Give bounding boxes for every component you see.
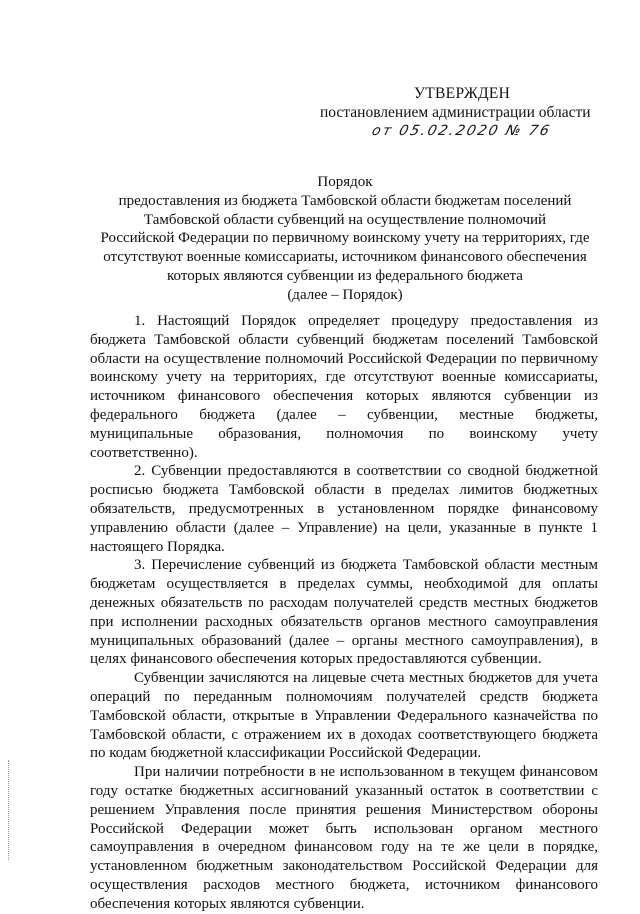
title-line: Тамбовской области субвенций на осуществление полномочий (143, 211, 547, 228)
paragraph-1: 1. Настоящий Порядок определяет процедуру предоставления из бюджета Тамбовской области субвенций бюджетам поселений Тамбовской области на осуществление полномочий Российской Федерации по первичному воинскому учету на территориях, где отсутствуют военные комиссариаты, источником финансового обеспечения которых являются субвенции из федерального бюджета (далее – субвенции, местные бюджеты, муниципальные образования, полномочия по воинскому учету соответственно). (90, 313, 598, 461)
title-line: Порядок (317, 174, 373, 190)
paragraph-2: 2. Субвенции предоставляются в соответствии со сводной бюджетной росписью бюджета Тамбовской области в пределах лимитов бюджетных обязательств, предусмотренных в установленном порядке финансовому управлению области (далее – Управление) на цели, указанные в пункте 1 настоящего Порядка. (90, 463, 598, 555)
handwritten-date-number: от 05.02.2020 № 76 (370, 123, 553, 139)
title-line: отсутствуют военные комиссариаты, источником финансового обеспечения (103, 249, 587, 266)
title-line: Российской Федерации по первичному воинскому учету на территориях, где (100, 230, 590, 247)
paragraph-3: 3. Перечисление субвенций из бюджета Тамбовской области местным бюджетам осуществляется в пределах суммы, необходимой для оплаты денежных обязательств по расходам получателей средств местных бюджетов при исполнении расходных обязательств органов местного самоуправления муниципальных образований (далее – органы местного самоуправления), в целях финансового обеспечения которых предоставляются субвенции. (90, 557, 598, 668)
paragraph-3-remainder: При наличии потребности в не использованном в текущем финансовом году остатке бюджетных ассигнований указанный остаток в соответствии с решением Управления после принятия решения Министерством обороны Российской Федерации может быть использован органом местного самоуправления в очередном финансовом году на те же цели в порядке, установленном бюджетным законодательством Российской Федерации для осуществления расходов местного бюджета, источником финансового обеспечения которых являются субвенции. (90, 764, 598, 912)
paragraph-3-continued: Субвенции зачисляются на лицевые счета местных бюджетов для учета операций по переданным полномочиям получателей средств бюджета Тамбовской области, открытые в Управлении Федерального казначейства по Тамбовской области, с отражением их в доходах соответствующего бюджета по кодам бюджетной классификации Российской Федерации. (90, 670, 598, 762)
document-body (90, 312, 598, 914)
title-line: которых являются субвенции из федерального бюджета (167, 267, 523, 284)
title-line: предоставления из бюджета Тамбовской области бюджетам поселений (118, 192, 572, 209)
approval-word: УТВЕРЖДЕН (414, 85, 511, 102)
document-title (100, 173, 590, 305)
approval-by: постановлением администрации области (320, 104, 591, 121)
scan-margin-mark (8, 760, 11, 860)
title-line: (далее – Порядок) (287, 286, 403, 303)
approval-stamp (320, 84, 590, 141)
